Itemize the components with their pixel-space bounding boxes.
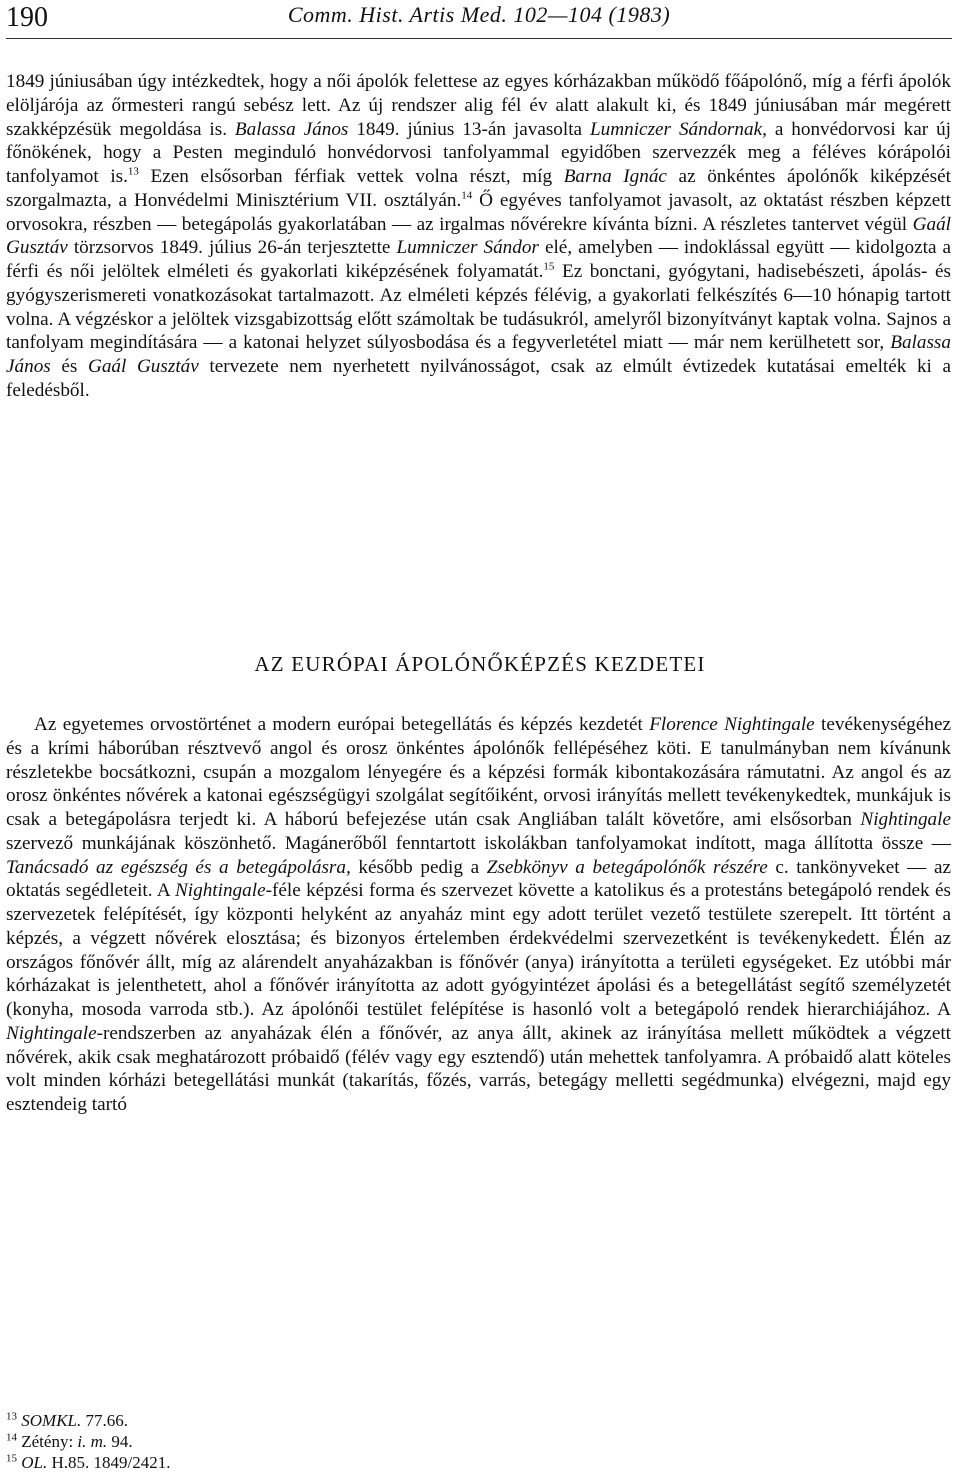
footnote-ref: 15 [543,260,555,273]
text-run: elé, amelyben — indoklással együtt — kidolgozta a férfi és női jelöltek elméleti és gyakorlati kiképzésének folyamatát. [6,237,951,282]
text-run: Ez bonctani, gyógytani, hadisebészeti, ápolás- és gyógyszerismereti vonatkozásokat tartalmazott. Az elméleti képzés félévig, a gyakorlati felkészítés 6—10 hónapig tartott volna. A végzéskor a jelöltek vizsgabizottság előtt számoltak be tudásukról, amelyről bizonyítványt kaptak volna. Sajnos a tanfolyam megindítására — a katonai helyzet súlyosbodása és a fegyverletétel miatt — már nem kerülhetett sor, [6,261,951,354]
page-number: 190 [6,2,48,33]
italic-text: Balassa János [234,118,349,140]
paragraph-text [6,70,951,403]
footnotes [6,1410,170,1473]
text-run: az önkéntes ápolónők kiképzését szorgalmazta, a Honvédelmi Minisztérium VII. osztályán. [6,166,952,211]
italic-text: Barna Ignác [563,166,667,187]
italic-text: Balassa János [6,332,951,377]
text-run: tevékenységéhez és a krími háborúban résztvevő angol és orosz önkéntes ápolónők fellépéséhez köti. E tanulmányban nem kívánunk részletekbe bocsátkozni, csupán a mozgalom lényegére és a képzési formák kibontakozására rámutatni. Az angol és az orosz önkéntes nővérek a katonai egészségügyi szolgálat segítőiként, orvosi irányítás mellett tevékenykedtek, munkájuk is csak a betegápolásra terjedt ki. A háború befejezése után csak Angliában talált követőre, ami elsősorban [6,714,951,830]
footnote-number: 15 [6,1452,17,1465]
italic-text: Tanácsadó az egészség és a betegápolásra, [6,856,351,878]
text-run: 1849 júniusában úgy intézkedtek, hogy a női ápolók felettese az egyes kórházakban működő főápolónő, míg a férfi ápolók elöljárója az őrmesteri rangú sebész lett. Az új rendszer alig fél év alatt alakult ki, és 1849 júniusában már megérett szakképzésük megoldása is. [6,71,951,140]
text-run: -féle képzési forma és szervezet követte a katolikus és a protestáns betegápoló rendek és szervezetek felépítését, így központi helyként az anyaház mint egy adott terület vezető testülete szerepelt. Itt történt a képzés, a végzett nővérek elosztása; és bizonyos értelemben érdekvédelmi szervezetként is tevékenykedett. Élén az országos főnővér állt, míg az alárendelt anyaházakban is főnővér (anya) irányította a területi egységeket. Ez utóbbi már kórházakat is jelenthetett, ahol a főnővér irányította az adott gyógyintézet ápolási és a betegellátást segítő személyzetét (konyha, mosoda varroda stb.). Az ápolónői testület felépítése is hasonló volt a betegápoló rendek hierarchiájához. A [6,880,951,1020]
text-run: 1849. június 13-án javasolta [348,118,590,140]
footnote-ref: 13 [127,165,139,178]
text-run: Ő egyéves tanfolyamot javasolt, az oktatást részben képzett orvosokra, részben — betegápolás gyakorlatában — az irgalmas nővérekre kívánta bízni. A részletes tantervet végül [6,189,951,235]
footnote [6,1431,170,1452]
italic-text: Florence Nightingale [649,714,815,735]
footnote-number: 13 [6,1410,17,1423]
running-head: Comm. Hist. Artis Med. 102—104 (1983) [287,2,671,27]
italic-text: Gaál Gusztáv [87,356,199,377]
section-heading: AZ EURÓPAI ÁPOLÓNŐKÉPZÉS KEZDETEI [254,652,706,676]
body-paragraph-2 [6,713,951,1117]
italic-text: Nightingale [174,880,266,902]
footnote [6,1452,170,1473]
footnote [6,1410,170,1431]
text-run: Az egyetemes orvostörténet a modern európai betegellátás és képzés kezdetét [34,714,650,735]
italic-text: Nightingale [860,809,951,830]
body-paragraph-1 [6,70,951,403]
italic-text: Zsebkönyv a betegápolónők részére [486,856,768,878]
italic-text: Lumniczer Sándor [396,237,539,259]
text-run: c. tankönyveket — az oktatás segédleteit. A [6,856,951,902]
italic-text: i. m. [77,1432,108,1451]
text-run: törzsorvos 1849. július 26-án terjesztette [67,237,397,259]
text-run: -rendszerben az anyaházak élén a főnővér, az anya állt, akinek az irányítása mellett működtek a végzett nővérek, akik csak meghatározott próbaidő (félév vagy egy esztendő) után mehettek tanfolyamra. A próbaidő alatt köteles volt minden kórházi betegellátási munkát (takarítás, főzés, varrás, betegágy melletti segédmunka) elvégezni, majd egy esztendeig tartó [6,1022,951,1115]
text-run: később pedig a [350,856,487,878]
footnote-number: 14 [6,1431,17,1444]
italic-text: OL. [21,1453,48,1472]
footnote-ref: 14 [461,189,473,202]
italic-text: Gaál Gusztáv [6,213,951,259]
text-run: H.85. 1849/2421. [47,1453,171,1472]
italic-text: Nightingale [6,1022,97,1044]
text-run: Zétény: [21,1432,78,1451]
text-run: szervező munkájának köszönhető. Magánerőből fenntartott iskolákban tanfolyamokat indított, maga állította össze — [6,832,951,854]
paragraph-text [6,713,951,1117]
page-header [6,0,952,40]
text-run: Ezen elsősorban férfiak vettek volna részt, míg [138,166,564,187]
italic-text: Lumniczer Sándornak, [590,118,767,140]
italic-text: SOMKL. [21,1411,82,1430]
text-run: 77.66. [81,1411,128,1430]
header-rule [6,38,952,39]
text-run: és [50,356,88,377]
text-run: 94. [107,1432,133,1451]
text-run: a honvédorvosi kar új főnökének, hogy a Pesten meginduló honvédorvosi tanfolyammal egyidőben szervezzék meg a féléves kórápolói tanfolyamot is. [6,118,951,187]
text-run: tervezete nem nyerhetett nyilvánosságot, csak az elmúlt évtizedek kutatásai emelték ki a feledésből. [6,356,951,401]
